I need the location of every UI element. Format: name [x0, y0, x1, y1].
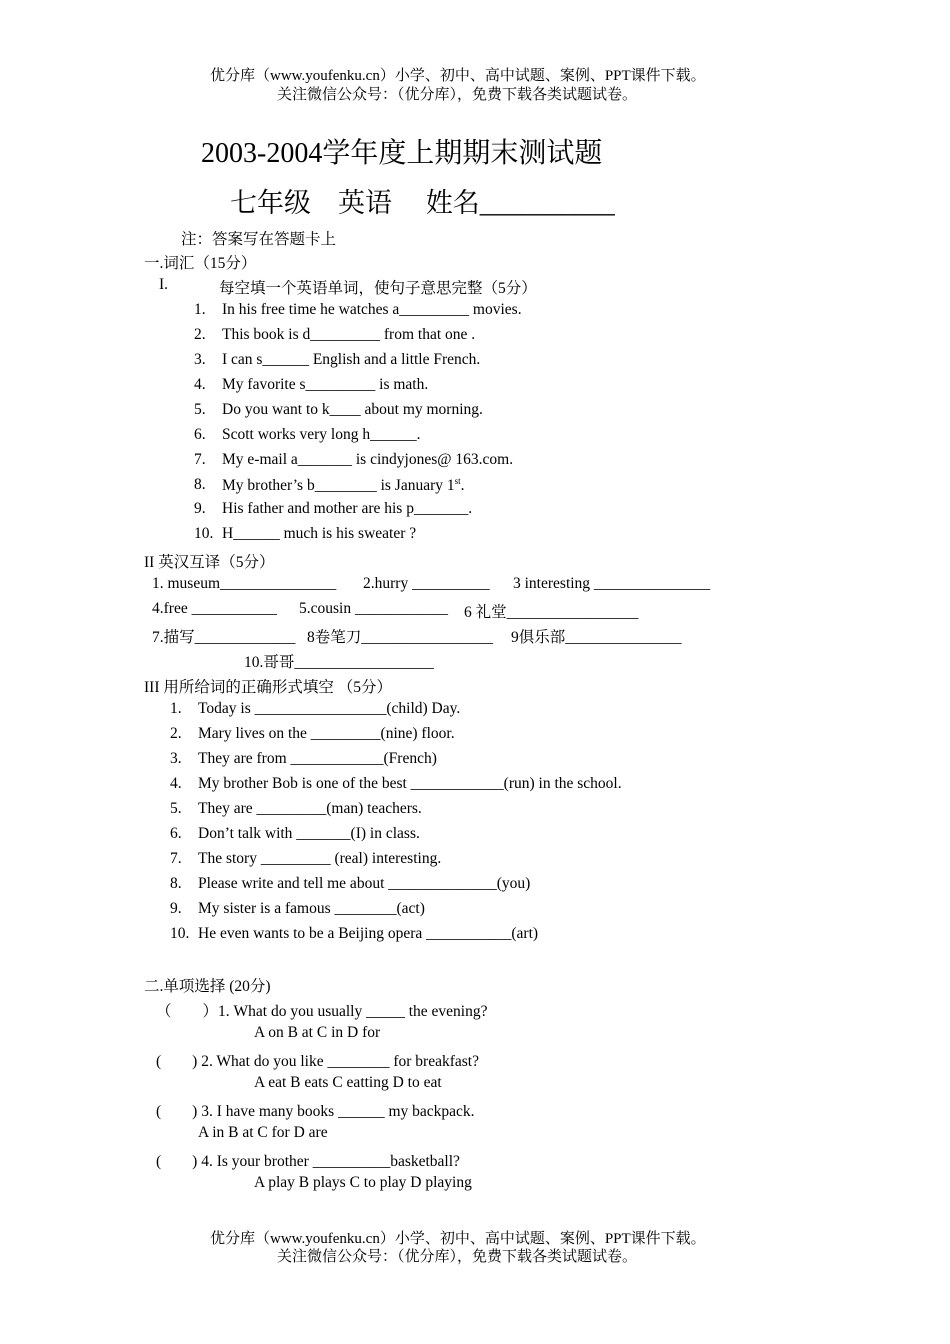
part3-item: They are _________(man) teachers. — [198, 800, 422, 817]
footer-line-1: 优分库（www.youfenku.cn）小学、初中、高中试题、案例、PPT课件下载。 — [210, 1231, 706, 1247]
part1-item: I can s______ English and a little French. — [222, 351, 481, 368]
part1-item-text: My brother’s b________ is January 1 — [222, 477, 455, 495]
part1-num: 8. — [194, 476, 206, 493]
part2-cell: 2.hurry __________ — [363, 575, 490, 592]
section1-heading: 一.词汇（15分） — [144, 255, 257, 272]
part1-item: His father and mother are his p_______. — [222, 500, 473, 517]
part2-cell: 1. museum_______________ — [152, 575, 337, 592]
part1-num: 1. — [194, 301, 206, 318]
part1-num: 5. — [194, 401, 206, 418]
part2-cell: 3 interesting _______________ — [513, 575, 711, 592]
part3-num: 8. — [170, 875, 182, 892]
part1-num: 2. — [194, 326, 206, 343]
page-title: 2003-2004学年度上期期末测试题 — [201, 138, 603, 169]
part1-num: 9. — [194, 500, 206, 517]
part3-item: He even wants to be a Beijing opera ___________(art) — [198, 925, 539, 942]
mc-question: ( ) 4. Is your brother __________basketball? — [156, 1153, 460, 1170]
header-line-1: 优分库（www.youfenku.cn）小学、初中、高中试题、案例、PPT课件下载。 — [210, 68, 706, 84]
part3-heading: III 用所给词的正确形式填空 （5分） — [144, 679, 392, 696]
part1-item: My e-mail a_______ is cindyjones@ 163.com. — [222, 451, 514, 468]
part3-num: 2. — [170, 725, 182, 742]
mc-question: （ ）1. What do you usually _____ the evening? — [156, 1003, 488, 1020]
part3-num: 1. — [170, 700, 182, 717]
part3-num: 9. — [170, 900, 182, 917]
note: 注：答案写在答题卡上 — [181, 231, 337, 248]
part1-item: This book is d_________ from that one . — [222, 326, 476, 343]
footer-line-2: 关注微信公众号：（优分库），免费下载各类试题试卷。 — [277, 1249, 638, 1265]
part2-heading: II 英汉互译（5分） — [144, 554, 275, 571]
part3-item: Please write and tell me about ______________(you) — [198, 875, 531, 892]
mc-options: A play B plays C to play D playing — [254, 1174, 472, 1191]
part1-num: 3. — [194, 351, 206, 368]
part2-cell: 4.free ___________ — [152, 600, 277, 617]
part1-item: My favorite s_________ is math. — [222, 376, 429, 393]
part2-cell: 6 礼堂_________________ — [464, 604, 639, 621]
ordinal-suffix: st — [454, 476, 461, 486]
part3-num: 4. — [170, 775, 182, 792]
part3-num: 6. — [170, 825, 182, 842]
part1-item-end: . — [460, 477, 465, 495]
part3-item: Mary lives on the _________(nine) floor. — [198, 725, 455, 742]
part1-item: Do you want to k____ about my morning. — [222, 401, 483, 418]
section2-heading: 二.单项选择 (20分) — [144, 978, 271, 995]
mc-question: ( ) 2. What do you like ________ for breakfast? — [156, 1053, 479, 1070]
part1-num: 6. — [194, 426, 206, 443]
part1-num: 4. — [194, 376, 206, 393]
header-line-2: 关注微信公众号：（优分库），免费下载各类试题试卷。 — [277, 87, 638, 103]
part3-item: Don’t talk with _______(I) in class. — [198, 825, 420, 842]
part3-item: The story _________ (real) interesting. — [198, 850, 442, 867]
part3-num: 7. — [170, 850, 182, 867]
part3-item: My sister is a famous ________(act) — [198, 900, 425, 917]
part1-item — [222, 476, 465, 495]
part1-num: 10. — [194, 525, 214, 542]
part1-numeral: I. — [159, 276, 169, 293]
page-subtitle: 七年级 英语 姓名__________ — [230, 188, 615, 218]
part3-item: My brother Bob is one of the best ____________(run) in the school. — [198, 775, 622, 792]
part1-num: 7. — [194, 451, 206, 468]
part2-cell: 5.cousin ____________ — [299, 600, 448, 617]
part2-cell: 8卷笔刀_________________ — [307, 629, 494, 646]
mc-question: ( ) 3. I have many books ______ my backpack. — [156, 1103, 475, 1120]
part1-item: H______ much is his sweater ? — [222, 525, 417, 542]
part3-num: 10. — [170, 925, 190, 942]
part1-item: Scott works very long h______. — [222, 426, 421, 443]
mc-options: A in B at C for D are — [198, 1124, 328, 1141]
part2-cell: 7.描写_____________ — [152, 629, 296, 646]
part3-item: They are from ____________(French) — [198, 750, 437, 767]
mc-options: A eat B eats C eatting D to eat — [254, 1074, 442, 1091]
part3-num: 3. — [170, 750, 182, 767]
part2-cell: 10.哥哥__________________ — [244, 654, 434, 671]
part1-item: In his free time he watches a_________ movies. — [222, 301, 522, 318]
part2-cell: 9俱乐部_______________ — [511, 629, 682, 646]
part3-num: 5. — [170, 800, 182, 817]
part1-instruction: 每空填一个英语单词，使句子意思完整（5分） — [219, 280, 537, 297]
part3-item: Today is _________________(child) Day. — [198, 700, 461, 717]
mc-options: A on B at C in D for — [254, 1024, 381, 1041]
